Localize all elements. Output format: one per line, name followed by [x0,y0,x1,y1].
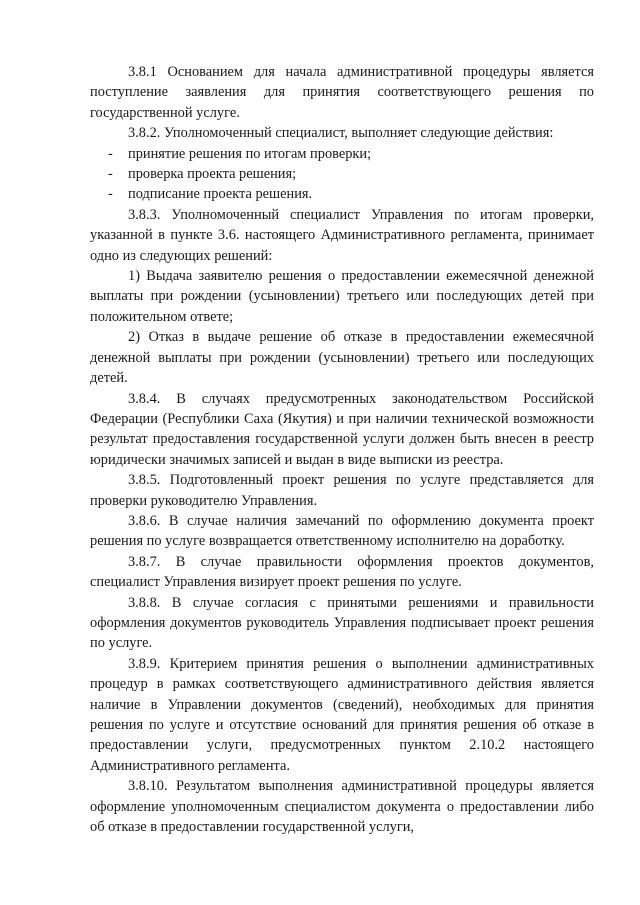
paragraph-3-8-4: 3.8.4. В случаях предусмотренных законодательством Российской Федерации (Республики Саха (Якутия) и при наличии технической возможности результат предоставления государственной услуги должен быть внесен в реестр юридически значимых записей и выдан в виде выписки из реестра. [90,390,594,468]
paragraph-3-8-9: 3.8.9. Критерием принятия решения о выполнении административных процедур в рамках соответствующего административного действия является наличие в Управлении документов (сведений), необходимых для принятия решения по услуге и отсутствие оснований для принятия решения об отказе в предоставлении услуги, предусмотренных пунктом 2.10.2 настоящего Административного регламента. [90,655,594,774]
paragraph-3-8-10: 3.8.10. Результатом выполнения административной процедуры является оформление уполномоченным специалистом документа о предоставлении либо об отказе в предоставлении государственной услуги, [90,778,594,836]
decision-option-1: 1) Выдача заявителю решения о предоставлении ежемесячной денежной выплаты при рождении (усыновлении) третьего или последующих детей при положительном ответе; [90,268,594,325]
paragraph-3-8-8: 3.8.8. В случае согласия с принятыми решениями и правильности оформления документов руководитель Управления подписывает проект решения по услуге. [90,594,594,652]
bullet-marker: - [108,166,113,183]
paragraph-3-8-2: 3.8.2. Уполномоченный специалист, выполняет следующие действия: [128,125,554,142]
list-item-text: подписание проекта решения. [128,186,313,203]
paragraph-3-8-6: 3.8.6. В случае наличия замечаний по оформлению документа проект решения по услуге возвращается ответственному исполнителю на доработку. [90,512,594,550]
list-item [90,164,594,184]
paragraph-3-8-3: 3.8.3. Уполномоченный специалист Управления по итогам проверки, указанной в пункте 3.6. настоящего Административного регламента, принимает одно из следующих решений: [90,206,594,264]
paragraph-3-8-5: 3.8.5. Подготовленный проект решения по услуге представляется для проверки руководителю Управления. [90,472,594,509]
paragraph-3-8-1: 3.8.1 Основанием для начала административной процедуры является поступление заявления для принятия соответствующего решения по государственной услуге. [90,64,594,121]
document-page [90,62,594,837]
decision-option-2: 2) Отказ в выдаче решение об отказе в предоставлении ежемесячной денежной выплаты при рождении (усыновлении) третьего или последующих детей. [90,329,594,387]
bullet-marker: - [108,186,113,203]
paragraph-3-8-7: 3.8.7. В случае правильности оформления проектов документов, специалист Управления визирует проект решения по услуге. [90,553,594,591]
list-item [90,144,594,164]
list-item [90,184,594,204]
bullet-marker: - [108,145,113,162]
list-item-text: проверка проекта решения; [128,166,297,183]
list-item-text: принятие решения по итогам проверки; [128,145,372,162]
